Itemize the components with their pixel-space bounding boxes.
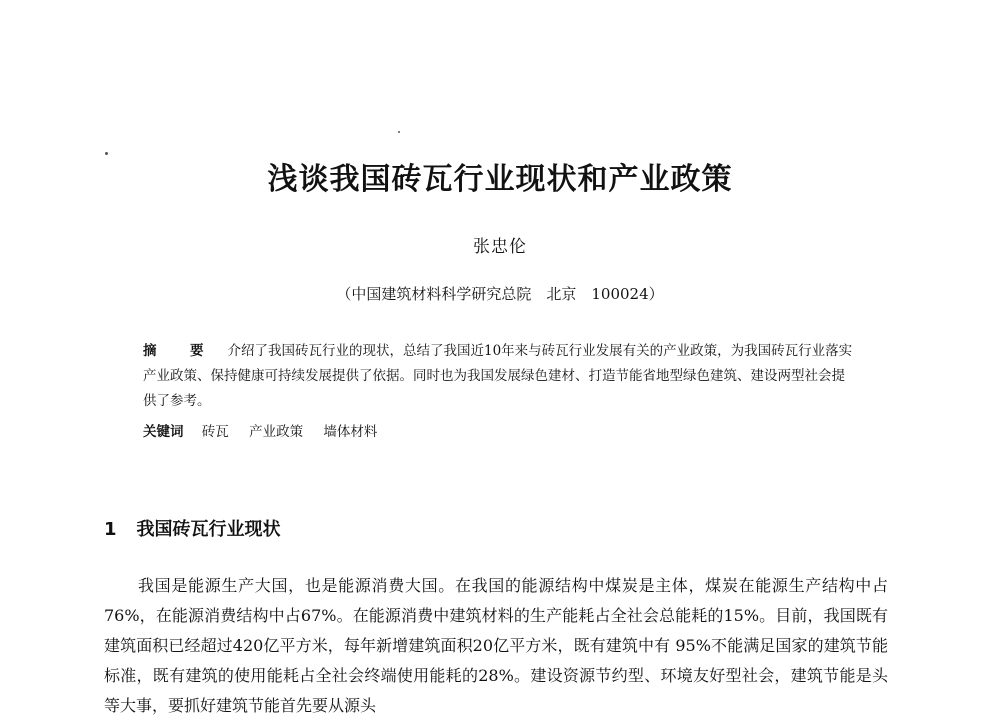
section-heading: [104, 517, 281, 543]
keyword-item: 砖瓦: [201, 424, 229, 440]
section-number: 1: [104, 519, 117, 540]
section-title: 我国砖瓦行业现状: [136, 519, 281, 540]
scan-speck: [105, 152, 108, 155]
abstract-label: 摘 要: [143, 343, 214, 359]
author-name: 张忠伦: [473, 237, 527, 257]
scan-speck: [398, 131, 400, 133]
abstract-block: [143, 339, 853, 414]
keyword-item: 产业政策: [249, 424, 304, 440]
abstract-text: 介绍了我国砖瓦行业的现状，总结了我国近10年来与砖瓦行业发展有关的产业政策，为我国砖瓦行业落实产业政策、保持健康可持续发展提供了依据。同时也为我国发展绿色建材、打造节能省地型绿色建筑、建设两型社会提供了参考。: [143, 343, 853, 409]
author-affiliation: （中国建筑材料科学研究总院 北京 100024）: [336, 285, 664, 303]
body-paragraph: 我国是能源生产大国，也是能源消费大国。在我国的能源结构中煤炭是主体，煤炭在能源生产结构中占76%，在能源消费结构中占67%。在能源消费中建筑材料的生产能耗占全社会总能耗的15%。目前，我国既有建筑面积已经超过420亿平方米，每年新增建筑面积20亿平方米，既有建筑中有 95%不能满足国家的建筑节能标准，既有建筑的使用能耗占全社会终端使用能耗的28%。建设资源节约型、环境友好型社会，建筑节能是头等大事，要抓好建筑节能首先要从源头: [104, 576, 888, 715]
keywords-label: 关键词: [143, 424, 184, 440]
keywords-block: [143, 421, 853, 443]
paper-title: 浅谈我国砖瓦行业现状和产业政策: [267, 162, 733, 197]
keyword-item: 墙体材料: [323, 424, 378, 440]
